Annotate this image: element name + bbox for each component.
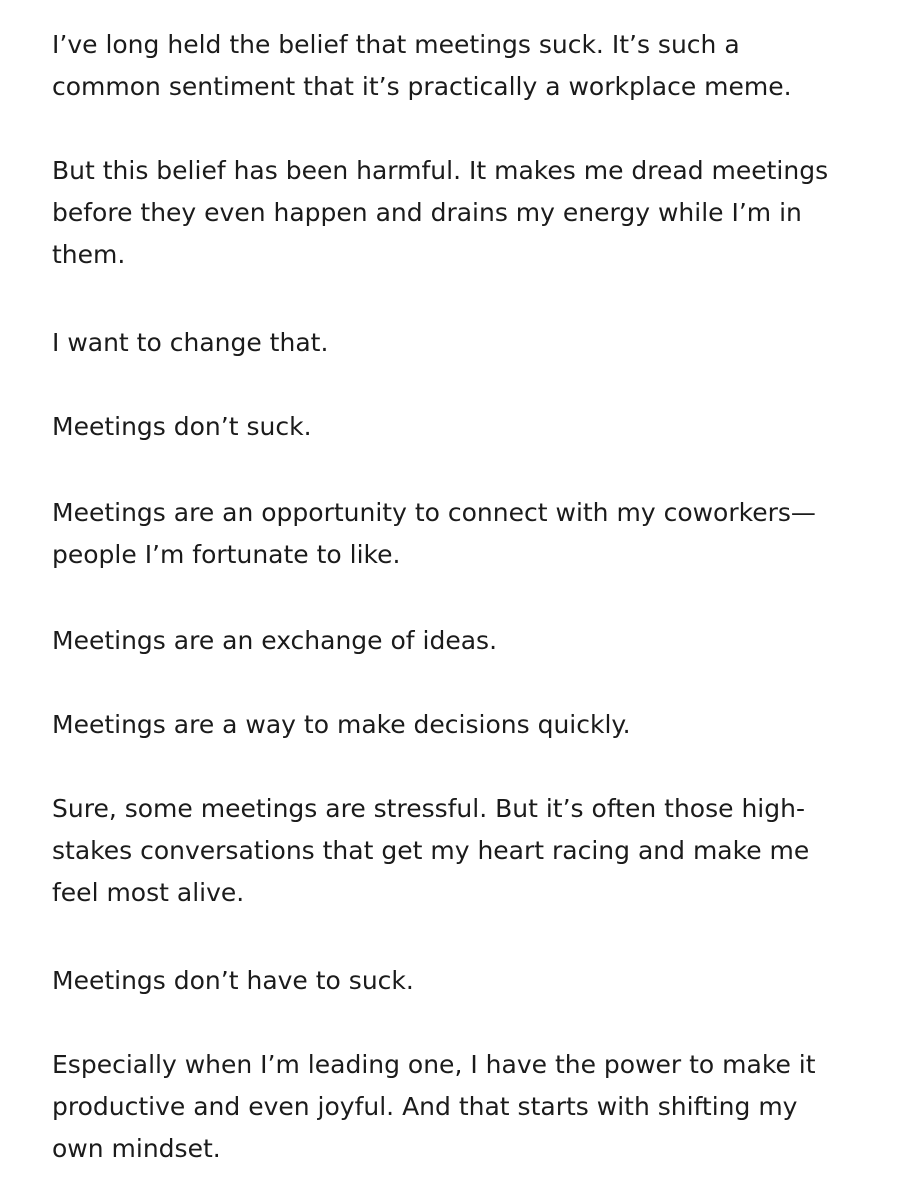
paragraph-8	[52, 788, 872, 914]
paragraph-1	[52, 24, 872, 108]
paragraph-4	[52, 406, 872, 448]
text-line: feel most alive.	[52, 878, 245, 907]
text-line: But this belief has been harmful. It makes me dread meetings	[52, 156, 829, 185]
text-line: people I’m fortunate to like.	[52, 540, 401, 569]
text-line: Especially when I’m leading one, I have the power to make it	[52, 1050, 816, 1079]
text-line: Meetings are an exchange of ideas.	[52, 626, 498, 655]
text-line: stakes conversations that get my heart racing and make me	[52, 836, 810, 865]
paragraph-7	[52, 704, 872, 746]
text-line: before they even happen and drains my energy while I’m in	[52, 198, 802, 227]
text-line: Meetings don’t have to suck.	[52, 966, 414, 995]
text-line: common sentiment that it’s practically a workplace meme.	[52, 72, 792, 101]
text-line: Sure, some meetings are stressful. But it’s often those high-	[52, 794, 805, 823]
text-line: them.	[52, 240, 126, 269]
paragraph-6	[52, 620, 872, 662]
text-line: own mindset.	[52, 1134, 221, 1163]
text-line: I’ve long held the belief that meetings suck. It’s such a	[52, 30, 740, 59]
paragraph-10	[52, 1044, 872, 1170]
text-line: productive and even joyful. And that starts with shifting my	[52, 1092, 798, 1121]
text-line: I want to change that.	[52, 328, 329, 357]
paragraph-2	[52, 150, 872, 276]
paragraph-3	[52, 322, 872, 364]
text-line: Meetings don’t suck.	[52, 412, 312, 441]
text-line: Meetings are an opportunity to connect with my coworkers—	[52, 498, 816, 527]
paragraph-9	[52, 960, 872, 1002]
text-line: Meetings are a way to make decisions quickly.	[52, 710, 631, 739]
paragraph-5	[52, 492, 872, 576]
